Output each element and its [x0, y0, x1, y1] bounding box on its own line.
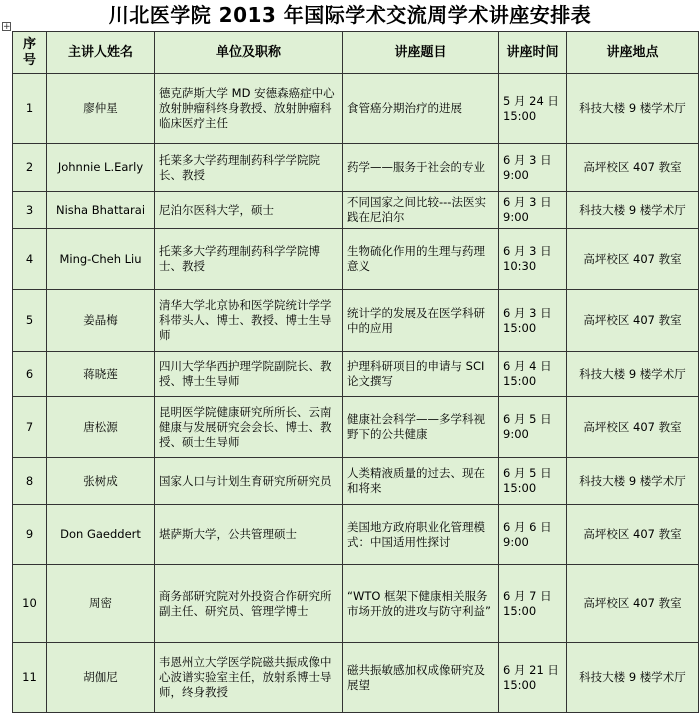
lecture-date: 6 月 4 日 — [503, 359, 552, 373]
row-number: 4 — [13, 229, 47, 290]
row-number: 6 — [13, 352, 47, 397]
table-row — [13, 144, 699, 192]
lecture-location: 科技大楼 9 楼学术厅 — [567, 458, 699, 505]
speaker-affiliation: 托莱多大学药理制药科学学院院长、教授 — [155, 144, 343, 192]
column-header-time: 讲座时间 — [499, 32, 567, 74]
table-row — [13, 352, 699, 397]
lecture-time — [499, 397, 567, 458]
row-number: 7 — [13, 397, 47, 458]
lecture-time — [499, 643, 567, 713]
lecture-date: 6 月 3 日 — [503, 195, 552, 209]
table-select-handle[interactable]: + — [3, 22, 11, 32]
column-header-location: 讲座地点 — [567, 32, 699, 74]
lecture-date: 6 月 5 日 — [503, 412, 552, 426]
table-row — [13, 397, 699, 458]
speaker-name: Ming-Cheh Liu — [47, 229, 155, 290]
lecture-time — [499, 505, 567, 565]
speaker-affiliation: 四川大学华西护理学院副院长、教授、博士生导师 — [155, 352, 343, 397]
lecture-topic: 食管癌分期治疗的进展 — [343, 74, 499, 144]
speaker-name: Don Gaeddert — [47, 505, 155, 565]
lecture-topic: 磁共振敏感加权成像研究及展望 — [343, 643, 499, 713]
row-number: 9 — [13, 505, 47, 565]
lecture-location: 高坪校区 407 教室 — [567, 229, 699, 290]
row-number: 11 — [13, 643, 47, 713]
page-title: 川北医学院 2013 年国际学术交流周学术讲座安排表 — [108, 3, 592, 27]
row-number: 2 — [13, 144, 47, 192]
lecture-location: 高坪校区 407 教室 — [567, 144, 699, 192]
lecture-location: 科技大楼 9 楼学术厅 — [567, 192, 699, 229]
speaker-name: 姜晶梅 — [47, 290, 155, 352]
column-header-affiliation: 单位及职称 — [155, 32, 343, 74]
lecture-location: 科技大楼 9 楼学术厅 — [567, 352, 699, 397]
lecture-date: 6 月 6 日 — [503, 519, 552, 534]
lecture-clock-time: 9:00 — [503, 210, 529, 224]
lecture-clock-time: 15:00 — [503, 481, 537, 495]
lecture-clock-time: 9:00 — [503, 427, 529, 441]
lecture-date: 6 月 3 日 — [503, 305, 552, 320]
row-number: 3 — [13, 192, 47, 229]
speaker-name: 唐松源 — [47, 397, 155, 458]
lecture-topic: 生物硫化作用的生理与药理意义 — [343, 229, 499, 290]
lecture-schedule-table — [12, 31, 699, 713]
speaker-affiliation: 清华大学北京协和医学院统计学学科带头人、博士、教授、博士生导师 — [155, 290, 343, 352]
lecture-location: 高坪校区 407 教室 — [567, 565, 699, 643]
speaker-affiliation: 国家人口与计划生育研究所研究员 — [155, 458, 343, 505]
lecture-location: 高坪校区 407 教室 — [567, 290, 699, 352]
column-header-speaker: 主讲人姓名 — [47, 32, 155, 74]
lecture-clock-time: 15:00 — [503, 320, 537, 335]
lecture-time — [499, 192, 567, 229]
table-row — [13, 229, 699, 290]
speaker-name: 张树成 — [47, 458, 155, 505]
lecture-time — [499, 352, 567, 397]
row-number: 8 — [13, 458, 47, 505]
lecture-topic: “WTO 框架下健康相关服务市场开放的进攻与防守利益” — [343, 565, 499, 643]
table-row — [13, 565, 699, 643]
lecture-topic: 不同国家之间比较---法医实践在尼泊尔 — [343, 192, 499, 229]
speaker-name: 胡伽尼 — [47, 643, 155, 713]
lecture-topic: 健康社会科学——多学科视野下的公共健康 — [343, 397, 499, 458]
lecture-clock-time: 10:30 — [503, 259, 537, 273]
lecture-clock-time: 15:00 — [503, 677, 537, 692]
lecture-date: 5 月 24 日 — [503, 93, 559, 108]
lecture-clock-time: 15:00 — [503, 108, 537, 123]
row-number: 10 — [13, 565, 47, 643]
lecture-topic: 护理科研项目的申请与 SCI 论文撰写 — [343, 352, 499, 397]
lecture-date: 6 月 3 日 — [503, 244, 552, 258]
lecture-location: 高坪校区 407 教室 — [567, 505, 699, 565]
speaker-affiliation: 商务部研究院对外投资合作研究所副主任、研究员、管理学博士 — [155, 565, 343, 643]
table-row — [13, 505, 699, 565]
table-row — [13, 192, 699, 229]
speaker-name: Nisha Bhattarai — [47, 192, 155, 229]
speaker-affiliation: 尼泊尔医科大学，硕士 — [155, 192, 343, 229]
column-header-no: 序号 — [13, 32, 47, 74]
lecture-time — [499, 74, 567, 144]
column-header-topic: 讲座题目 — [343, 32, 499, 74]
lecture-clock-time: 9:00 — [503, 534, 529, 549]
speaker-affiliation: 托莱多大学药理制药科学学院博士、教授 — [155, 229, 343, 290]
lecture-location: 科技大楼 9 楼学术厅 — [567, 643, 699, 713]
speaker-affiliation: 堪萨斯大学，公共管理硕士 — [155, 505, 343, 565]
row-number: 5 — [13, 290, 47, 352]
speaker-name: 蒋晓莲 — [47, 352, 155, 397]
speaker-affiliation: 德克萨斯大学 MD 安德森癌症中心放射肿瘤科终身教授、放射肿瘤科临床医疗主任 — [155, 74, 343, 144]
table-row — [13, 290, 699, 352]
row-number: 1 — [13, 74, 47, 144]
lecture-time — [499, 458, 567, 505]
speaker-name: 廖仲星 — [47, 74, 155, 144]
lecture-date: 6 月 21 日 — [503, 662, 559, 677]
table-row — [13, 643, 699, 713]
lecture-date: 6 月 5 日 — [503, 466, 552, 480]
lecture-date: 6 月 7 日 — [503, 588, 552, 603]
lecture-clock-time: 15:00 — [503, 603, 537, 618]
lecture-topic: 人类精液质量的过去、现在和将来 — [343, 458, 499, 505]
speaker-affiliation: 韦恩州立大学医学院磁共振成像中心波谱实验室主任，放射系博士导师，终身教授 — [155, 643, 343, 713]
lecture-time — [499, 144, 567, 192]
speaker-name: 周密 — [47, 565, 155, 643]
lecture-topic: 统计学的发展及在医学科研中的应用 — [343, 290, 499, 352]
table-row — [13, 458, 699, 505]
lecture-topic: 美国地方政府职业化管理模式：中国适用性探讨 — [343, 505, 499, 565]
lecture-time — [499, 290, 567, 352]
lecture-clock-time: 15:00 — [503, 374, 537, 388]
lecture-location: 科技大楼 9 楼学术厅 — [567, 74, 699, 144]
speaker-name: Johnnie L.Early — [47, 144, 155, 192]
lecture-date: 6 月 3 日 — [503, 152, 552, 167]
header-row — [13, 32, 699, 74]
lecture-clock-time: 9:00 — [503, 167, 529, 182]
lecture-location: 高坪校区 407 教室 — [567, 397, 699, 458]
lecture-time — [499, 565, 567, 643]
speaker-affiliation: 昆明医学院健康研究所所长、云南健康与发展研究会会长、博士、教授、硕士生导师 — [155, 397, 343, 458]
lecture-topic: 药学——服务于社会的专业 — [343, 144, 499, 192]
table-row — [13, 74, 699, 144]
lecture-time — [499, 229, 567, 290]
